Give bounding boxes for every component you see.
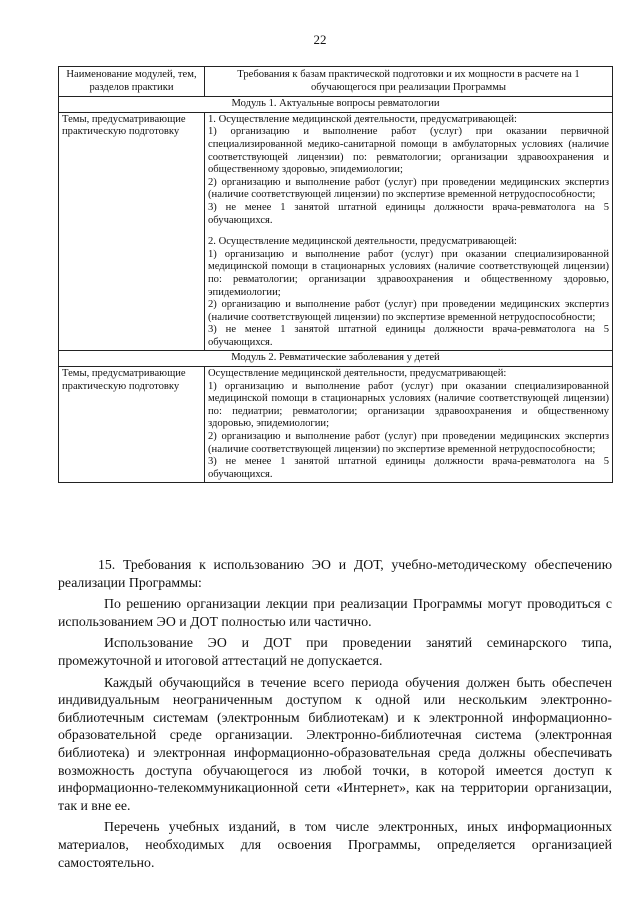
- paragraph: По решению организации лекции при реализации Программы могут проводиться с использованием ЭО и ДОТ полностью или частично.: [58, 596, 612, 629]
- body-text: [58, 556, 612, 875]
- module-title-row: [59, 351, 613, 367]
- page-number: 22: [313, 32, 327, 47]
- requirement-block: [208, 368, 609, 481]
- requirements-cell: [205, 112, 613, 351]
- paragraph: Каждый обучающийся в течение всего периода обучения должен быть обеспечен индивидуальным неограниченным доступом к одной или нескольким электронно-библиотечным системам (электронным библиотекам) и к электронной информационно-образовательной среде организации. Электронно-библиотечная система (электронная библиотека) и электронная информационно-образовательная среда должны обеспечивать возможность доступа обучающегося из любой точки, в которой имеется доступ к информационно-телекоммуникационной сети «Интернет», как на территории организации, так и вне ее.: [58, 674, 612, 813]
- requirement-line: 2) организацию и выполнение работ (услуг) при проведении медицинских экспертиз (наличие соответствующей лицензии) по экспертизе временной нетрудоспособности;: [208, 431, 609, 455]
- requirement-line: 1. Осуществление медицинской деятельности, предусматривающей:: [208, 113, 517, 125]
- requirement-line: 2. Осуществление медицинской деятельности, предусматривающей:: [208, 236, 517, 248]
- table-header-row: [59, 67, 613, 97]
- paragraph: Использование ЭО и ДОТ при проведении занятий семинарского типа, промежуточной и итоговой аттестаций не допускается.: [58, 635, 612, 668]
- paragraph: Перечень учебных изданий, в том числе электронных, иных информационных материалов, необходимых для освоения Программы, определяется организацией самостоятельно.: [58, 819, 612, 870]
- requirement-block: [208, 236, 609, 349]
- table-header-requirements: Требования к базам практической подготовки и их мощности в расчете на 1 обучающегося при реализации Программы: [205, 67, 613, 97]
- requirement-line: 3) не менее 1 занятой штатной единицы должности врача-ревматолога на 5 обучающихся.: [208, 456, 609, 480]
- table-row: [59, 112, 613, 351]
- table-row: [59, 367, 613, 483]
- requirements-cell: [205, 367, 613, 483]
- topic-cell: Темы, предусматривающие практическую подготовку: [59, 367, 205, 483]
- topic-cell: Темы, предусматривающие практическую подготовку: [59, 112, 205, 351]
- requirements-table: [58, 66, 613, 483]
- requirement-line: 2) организацию и выполнение работ (услуг) при проведении медицинских экспертиз (наличие соответствующей лицензии) по экспертизе временной нетрудоспособности;: [208, 299, 609, 323]
- requirement-line: 2) организацию и выполнение работ (услуг) при проведении медицинских экспертиз (наличие соответствующей лицензии) по экспертизе временной нетрудоспособности;: [208, 176, 609, 201]
- requirement-line: 1) организацию и выполнение работ (услуг) при оказании специализированной медицинской помощи в стационарных условиях (наличие соответствующей лицензии) по: педиатрии; ревматологии; организации здравоохранения и общественному здоровью, эпидемиологии;: [208, 380, 609, 430]
- requirement-line: 3) не менее 1 занятой штатной единицы должности врача-ревматолога на 5 обучающихся.: [208, 324, 609, 348]
- table-header-modules: Наименование модулей, тем, разделов практики: [59, 67, 205, 97]
- requirement-line: 3) не менее 1 занятой штатной единицы должности врача-ревматолога на 5 обучающихся.: [208, 201, 609, 226]
- requirement-line: 1) организацию и выполнение работ (услуг) при оказании специализированной медицинской помощи в стационарных условиях (наличие соответствующей лицензии) по: ревматологии; организации здравоохранения и общественному здоровью, эпидемиологии;: [208, 248, 609, 298]
- module-title-row: [59, 97, 613, 113]
- requirement-block: [208, 114, 609, 227]
- requirement-line: Осуществление медицинской деятельности, предусматривающей:: [208, 368, 507, 380]
- module-title: Модуль 2. Ревматические заболевания у детей: [59, 351, 613, 367]
- requirement-line: 1) организацию и выполнение работ (услуг) при оказании первичной специализированной медико-санитарной помощи в амбулаторных условиях (наличие соответствующей лицензии) по: ревматологии; организации здравоохранения и общественному здоровью, эпидемиологии;: [208, 126, 609, 176]
- section-heading: 15. Требования к использованию ЭО и ДОТ, учебно-методическому обеспечению реализации Программы:: [58, 557, 612, 590]
- module-title: Модуль 1. Актуальные вопросы ревматологии: [59, 97, 613, 113]
